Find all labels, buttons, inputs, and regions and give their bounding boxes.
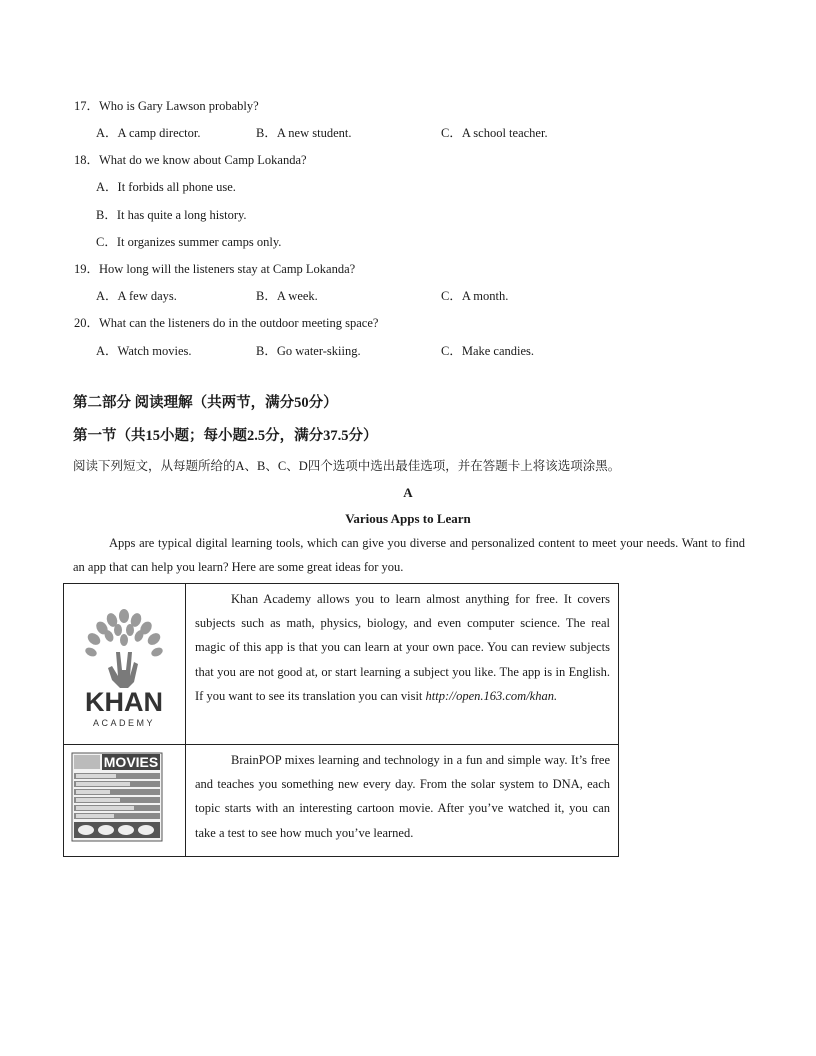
question-19-option-b: B．A week. [256,289,318,303]
part-title: 第二部分 阅读理解（共两节，满分50分） [73,395,338,411]
question-17-option-c: C．A school teacher. [441,126,548,140]
question-18-option-b: B．It has quite a long history. [96,208,247,222]
question-19-option-a: A．A few days. [96,289,177,303]
question-20-option-a: A．Watch movies. [96,344,192,358]
question-17-option-a: A．A camp director. [96,126,201,140]
brainpop-description-cell [186,745,619,857]
question-18-stem: 18．What do we know about Camp Lokanda? [74,153,307,167]
khan-logo-cell [64,584,186,745]
khan-academy-logo-icon [64,584,185,739]
brainpop-logo-cell [64,745,186,857]
passage-intro: Apps are typical digital learning tools, which can give you diverse and personalized content to meet your needs. Want to find an app that can help you learn? Here are some great ideas for you. [73,536,745,574]
apps-table [63,583,619,857]
question-20-option-c: C．Make candies. [441,344,535,358]
question-20-option-b: B．Go water-skiing. [256,344,361,358]
table-row [64,745,619,857]
khan-academy-url[interactable]: http://open.163.com/khan. [425,688,558,703]
question-19-option-c: C．A month. [441,289,509,303]
khan-academy-description: Khan Academy allows you to learn almost anything for free. It covers subjects such as math, physics, biology, and even computer science. The real magic of this app is that you can learn at your own pace. You can review subjects that you are not good at, or start learning a subject you like. The app is in English. If you want to see its translation you can visit [195,592,610,703]
svg-text:MOVIES: MOVIES [103,754,159,770]
instructions: 阅读下列短文，从每题所给的A、B、C、D四个选项中选出最佳选项，并在答题卡上将该选项涂黑。 [73,459,621,473]
svg-text:KHAN: KHAN [85,687,163,717]
table-row [64,584,619,745]
question-17-option-b: B．A new student. [256,126,352,140]
svg-text:ACADEMY: ACADEMY [92,718,156,728]
question-19-stem: 19．How long will the listeners stay at Camp Lokanda? [74,262,356,276]
brainpop-description: BrainPOP mixes learning and technology in a fun and simple way. It’s free and teaches you something new every day. From the solar system to DNA, each topic starts with an interesting cartoon movie. After you’ve watched it, you can take a test to see how much you’ve learned. [195,753,610,840]
question-20-stem: 20．What can the listeners do in the outdoor meeting space? [74,316,379,330]
question-17-stem: 17．Who is Gary Lawson probably? [74,99,259,113]
khan-academy-description-cell [186,584,619,745]
question-18-option-c: C．It organizes summer camps only. [96,235,282,249]
passage-letter: A [403,485,413,500]
section-title: 第一节（共15小题；每小题2.5分，满分37.5分） [73,428,378,444]
question-18-option-a: A．It forbids all phone use. [96,180,236,194]
brainpop-movies-logo-icon [64,745,185,851]
passage-title: Various Apps to Learn [345,511,471,526]
